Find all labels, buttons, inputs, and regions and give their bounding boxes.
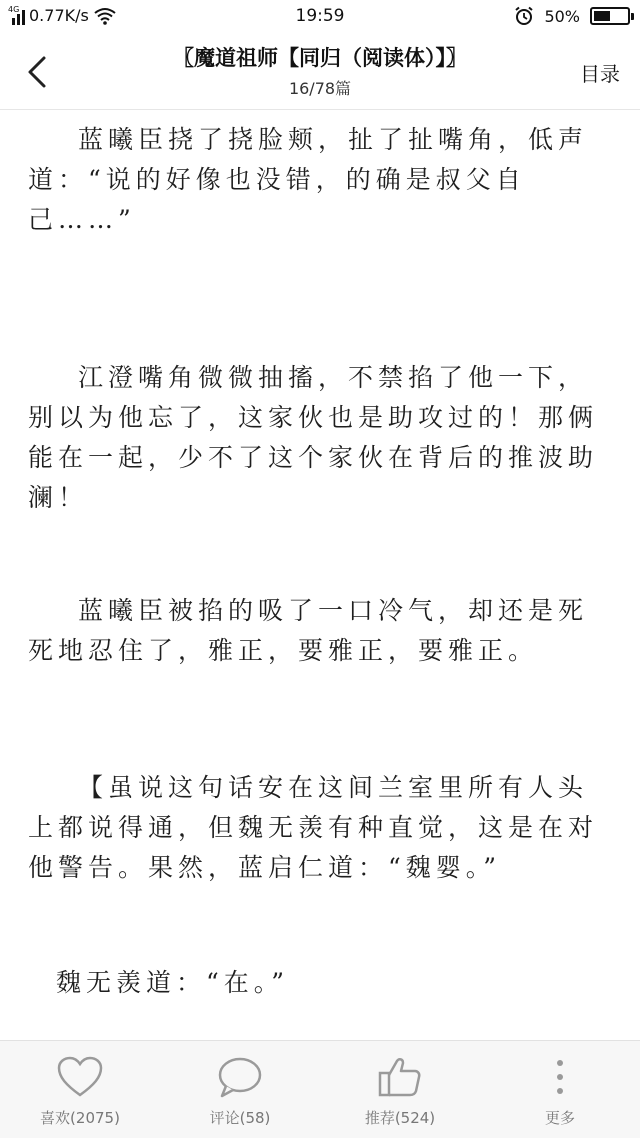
vertical-dots-icon xyxy=(536,1055,584,1099)
like-button[interactable] xyxy=(0,1041,160,1138)
status-bar xyxy=(0,0,640,34)
chapter-indicator: 16/78篇 xyxy=(288,79,352,98)
recommend-button[interactable] xyxy=(320,1041,480,1138)
speech-bubble-icon xyxy=(216,1055,264,1099)
battery-percent: 50% xyxy=(544,6,580,26)
status-right xyxy=(514,6,630,26)
recommend-label: 推荐(524) xyxy=(364,1109,436,1127)
like-label: 喜欢(2075) xyxy=(40,1109,120,1127)
comment-label: 评论(58) xyxy=(209,1109,271,1127)
paragraph: 江澄嘴角微微抽搐，不禁掐了他一下，别以为他忘了，这家伙也是助攻过的！那俩能在一起，少不了这个家伙在背后的推波助澜！ xyxy=(28,363,599,512)
battery-icon xyxy=(590,7,630,25)
clock: 19:59 xyxy=(295,6,345,26)
more-button[interactable] xyxy=(480,1041,640,1138)
paragraph: 【虽说这句话安在这间兰室里所有人头上都说得通，但魏无羡有种直觉，这是在对他警告。果然，蓝启仁道：“魏婴。” xyxy=(28,773,599,882)
thumbs-up-icon xyxy=(376,1055,424,1099)
alarm-clock-icon xyxy=(514,6,534,26)
comment-button[interactable] xyxy=(160,1041,320,1138)
paragraph: 蓝曦臣被掐的吸了一口冷气，却还是死死地忍住了，雅正，要雅正，要雅正。 xyxy=(28,596,589,665)
toc-button[interactable]: 目录 xyxy=(580,62,620,86)
chevron-left-icon[interactable] xyxy=(20,52,56,92)
bottom-toolbar xyxy=(0,1040,640,1138)
network-speed: 0.77K/s xyxy=(29,6,89,25)
paragraph: 魏无羡道：“在。” xyxy=(56,968,290,997)
reading-content[interactable] xyxy=(28,118,612,1033)
more-label: 更多 xyxy=(544,1109,575,1127)
paragraph: 蓝曦臣挠了挠脸颊，扯了扯嘴角，低声道：“说的好像也没错，的确是叔父自己……” xyxy=(28,125,589,234)
battery-level xyxy=(594,11,610,21)
heart-icon xyxy=(56,1055,104,1099)
network-type: 4G xyxy=(8,4,20,14)
reader-header xyxy=(0,34,640,110)
book-title: 〖魔道祖师【同归（阅读体）】〗 xyxy=(173,46,467,70)
